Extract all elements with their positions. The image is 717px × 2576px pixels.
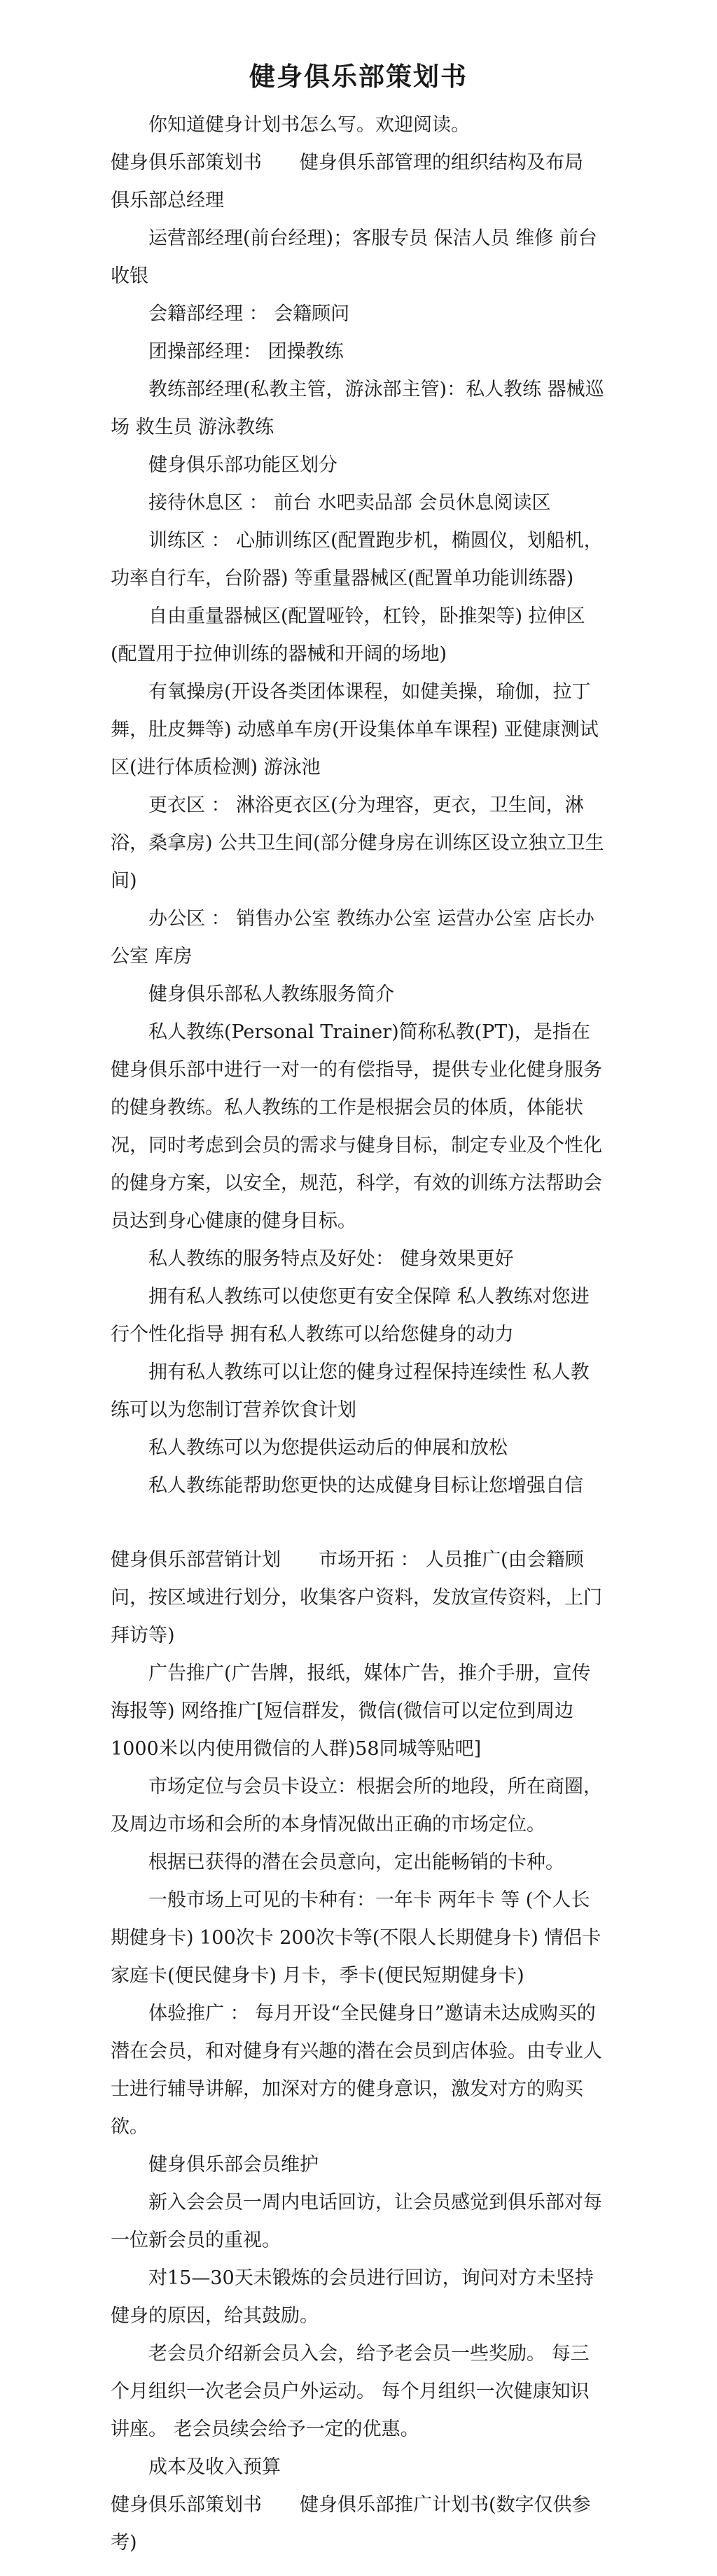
paragraph-budget-heading: 成本及收入预算 [148, 2456, 281, 2478]
paragraph-inactive-followup: 对15—30天未锻炼的会员进行回访，询问对方未坚持健身的原因，给其鼓励。 [111, 2267, 594, 2327]
paragraph-pt-heading: 健身俱乐部私人教练服务简介 [148, 983, 394, 1005]
paragraph-reception-zone: 接待休息区 ： 前台 水吧卖品部 会员休息阅读区 [148, 492, 551, 514]
paragraph-membership-manager: 会籍部经理 ： 会籍顾问 [148, 303, 350, 325]
paragraph-pt-confidence: 私人教练能帮助您更快的达成健身目标让您增强自信 [148, 1475, 583, 1497]
paragraph-group-class-manager: 团操部经理： 团操教练 [148, 341, 344, 363]
paragraph-referral-rewards: 老会员介绍新会员入会，给予老会员一些奖励。 每三个月组织一次老会员户外运动。 每个月组织一次健康知识讲座。 老会员续会给予一定的优惠。 [111, 2343, 590, 2440]
paragraph-new-member-followup: 新入会会员一周内电话回访，让会员感觉到俱乐部对每一位新会员的重视。 [111, 2192, 602, 2251]
paragraph-free-weights-zone: 自由重量器械区(配置哑铃，杠铃，卧推架等) 拉伸区(配置用于拉伸训练的器械和开阔的场地) [111, 606, 585, 665]
document-title: 健身俱乐部策划书 [249, 62, 468, 92]
paragraph-org-structure: 健身俱乐部策划书 健身俱乐部管理的组织结构及布局 俱乐部总经理 [111, 152, 583, 211]
paragraph-pt-stretching: 私人教练可以为您提供运动后的伸展和放松 [148, 1437, 508, 1459]
paragraph-pt-definition: 私人教练(Personal Trainer)简称私教(PT)，是指在健身俱乐部中进行一对一的有偿指导，提供专业化健身服务的健身教练。私人教练的工作是根据会员的体质，体能状况，同时考虑到会员的需求与健身目标，制定专业及个性化的健身方案，以安全，规范，科学，有效的训练方法帮助会员达到身心健康的健身目标。 [111, 1021, 602, 1232]
paragraph-coach-manager: 教练部经理(私教主管，游泳部主管)：私人教练 器械巡场 救生员 游泳教练 [111, 379, 604, 438]
paragraph-promotion-plan: 健身俱乐部策划书 健身俱乐部推广计划书(数字仅供参考) [111, 2494, 591, 2554]
document-body [111, 106, 605, 2562]
paragraph-card-types-intro: 根据已获得的潜在会员意向，定出能畅销的卡种。 [148, 1851, 564, 1873]
paragraph-card-types: 一般市场上可见的卡种有：一年卡 两年卡 等 (个人长期健身卡) 100次卡 200次卡等(不限人长期健身卡) 情侣卡 家庭卡(便民健身卡) 月卡，季卡(便民短期健身卡) [111, 1889, 601, 1987]
paragraph-office-zone: 办公区 ： 销售办公室 教练办公室 运营办公室 店长办公室 库房 [111, 908, 594, 967]
paragraph-training-zone: 训练区 ： 心肺训练区(配置跑步机，椭圆仪，划船机，功率自行车，台阶器) 等重量器械区(配置单功能训练器) [111, 530, 603, 589]
paragraph-zones-heading: 健身俱乐部功能区划分 [148, 454, 337, 476]
paragraph-gap [111, 1505, 605, 1541]
paragraph-aerobics-zone: 有氧操房(开设各类团体课程，如健美操，瑜伽，拉丁舞，肚皮舞等) 动感单车房(开设集体单车课程) 亚健康测试区(进行体质检测) 游泳池 [111, 681, 599, 778]
paragraph-intro: 你知道健身计划书怎么写。欢迎阅读。 [148, 114, 470, 136]
paragraph-retention-heading: 健身俱乐部会员维护 [148, 2154, 319, 2176]
paragraph-market-positioning: 市场定位与会员卡设立：根据会所的地段，所在商圈，及周边市场和会所的本身情况做出正确的市场定位。 [111, 1776, 602, 1835]
paragraph-pt-continuity: 拥有私人教练可以让您的健身过程保持连续性 私人教练可以为您制订营养饮食计划 [111, 1362, 590, 1421]
paragraph-pt-benefits: 私人教练的服务特点及好处： 健身效果更好 [148, 1248, 514, 1270]
paragraph-marketing-plan: 健身俱乐部营销计划 市场开拓 ： 人员推广(由会籍顾问，按区域进行划分，收集客户资料，发放宣传资料，上门拜访等) [111, 1549, 602, 1646]
paragraph-ops-manager: 运营部经理(前台经理)；客服专员 保洁人员 维修 前台 收银 [111, 227, 597, 287]
paragraph-locker-zone: 更衣区 ： 淋浴更衣区(分为理容，更衣，卫生间，淋浴，桑拿房) 公共卫生间(部分健身房在训练区设立独立卫生间) [111, 794, 604, 892]
paragraph-trial-promotion: 体验推广 ： 每月开设“全民健身日”邀请未达成购买的潜在会员，和对健身有兴趣的潜在会员到店体验。由专业人士进行辅导讲解，加深对方的健身意识，激发对方的购买欲。 [111, 2003, 602, 2138]
paragraph-advertising: 广告推广(广告牌，报纸，媒体广告，推介手册，宣传海报等) 网络推广[短信群发，微信(微信可以定位到周边1000米以内使用微信的人群)58同城等贴吧] [111, 1662, 591, 1760]
paragraph-pt-safety: 拥有私人教练可以使您更有安全保障 私人教练对您进行个性化指导 拥有私人教练可以给您健身的动力 [111, 1286, 590, 1345]
